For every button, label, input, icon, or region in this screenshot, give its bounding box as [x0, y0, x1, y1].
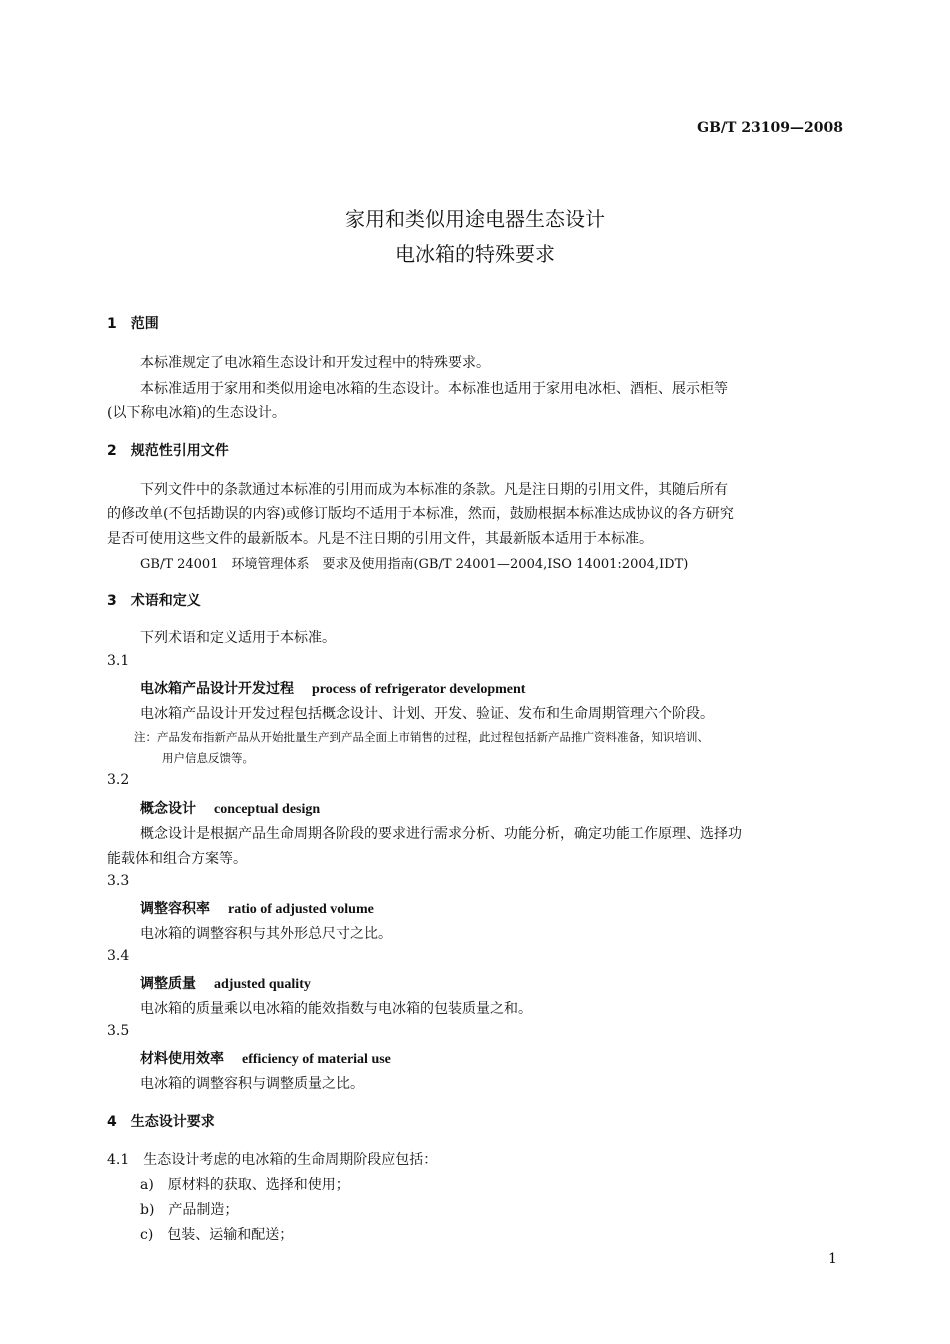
section-2-heading: 2 规范性引用文件	[107, 443, 229, 459]
term-definition: 电冰箱的调整容积与调整质量之比。	[140, 1076, 364, 1092]
term-entry	[140, 973, 311, 993]
page-number: 1	[828, 1251, 837, 1267]
standard-number: GB/T 23109—2008	[697, 120, 843, 136]
term-number: 3.4	[107, 948, 130, 964]
term-zh: 调整质量	[140, 976, 196, 992]
term-entry	[140, 678, 525, 698]
term-definition: 电冰箱的调整容积与其外形总尺寸之比。	[140, 926, 392, 942]
term-number: 3.5	[107, 1023, 130, 1039]
normative-reference: GB/T 24001 环境管理体系 要求及使用指南(GB/T 24001—2004,ISO 14001:2004,IDT)	[140, 557, 689, 572]
paragraph: 的修改单(不包括勘误的内容)或修订版均不适用于本标准，然而，鼓励根据本标准达成协议的各方研究	[107, 506, 734, 522]
paragraph: 是否可使用这些文件的最新版本。凡是不注日期的引用文件，其最新版本适用于本标准。	[107, 531, 653, 547]
term-entry	[140, 1048, 391, 1068]
term-definition: 电冰箱的质量乘以电冰箱的能效指数与电冰箱的包装质量之和。	[140, 1001, 532, 1017]
term-en: efficiency of material use	[242, 1052, 391, 1067]
term-en: process of refrigerator development	[312, 682, 526, 697]
note: 注：产品发布指新产品从开始批量生产到产品全面上市销售的过程，此过程包括新产品推广资料准备，知识培训、	[134, 730, 709, 744]
section-1-heading: 1 范围	[107, 316, 159, 332]
term-definition: 能载体和组合方案等。	[107, 851, 247, 867]
term-en: conceptual design	[214, 802, 321, 817]
term-number: 3.1	[107, 653, 130, 669]
list-item: a) 原材料的获取、选择和使用；	[140, 1177, 350, 1193]
paragraph: (以下称电冰箱)的生态设计。	[107, 405, 286, 421]
title-line-2: 电冰箱的特殊要求	[395, 242, 555, 266]
section-4-heading: 4 生态设计要求	[107, 1114, 215, 1130]
term-entry	[140, 898, 374, 918]
term-entry	[140, 798, 320, 818]
term-definition: 电冰箱产品设计开发过程包括概念设计、计划、开发、验证、发布和生命周期管理六个阶段。	[140, 706, 714, 722]
term-definition: 概念设计是根据产品生命周期各阶段的要求进行需求分析、功能分析，确定功能工作原理、选择功	[140, 826, 742, 842]
title-line-1: 家用和类似用途电器生态设计	[345, 207, 605, 231]
term-number: 3.3	[107, 873, 130, 889]
note: 用户信息反馈等。	[162, 751, 254, 765]
term-zh: 概念设计	[140, 801, 196, 817]
list-item: c) 包装、运输和配送；	[140, 1227, 294, 1243]
term-zh: 调整容积率	[140, 901, 210, 917]
term-en: adjusted quality	[214, 977, 311, 992]
term-en: ratio of adjusted volume	[228, 902, 374, 917]
paragraph: 下列术语和定义适用于本标准。	[140, 630, 336, 646]
term-zh: 材料使用效率	[140, 1051, 224, 1067]
paragraph: 下列文件中的条款通过本标准的引用而成为本标准的条款。凡是注日期的引用文件，其随后所有	[140, 482, 728, 498]
term-zh: 电冰箱产品设计开发过程	[140, 681, 294, 697]
list-item: b) 产品制造；	[140, 1202, 239, 1218]
paragraph: 本标准适用于家用和类似用途电冰箱的生态设计。本标准也适用于家用电冰柜、酒柜、展示柜等	[140, 381, 728, 397]
section-3-heading: 3 术语和定义	[107, 593, 201, 609]
clause-4-1: 4.1 生态设计考虑的电冰箱的生命周期阶段应包括：	[107, 1152, 438, 1168]
paragraph: 本标准规定了电冰箱生态设计和开发过程中的特殊要求。	[140, 355, 490, 371]
term-number: 3.2	[107, 772, 130, 788]
